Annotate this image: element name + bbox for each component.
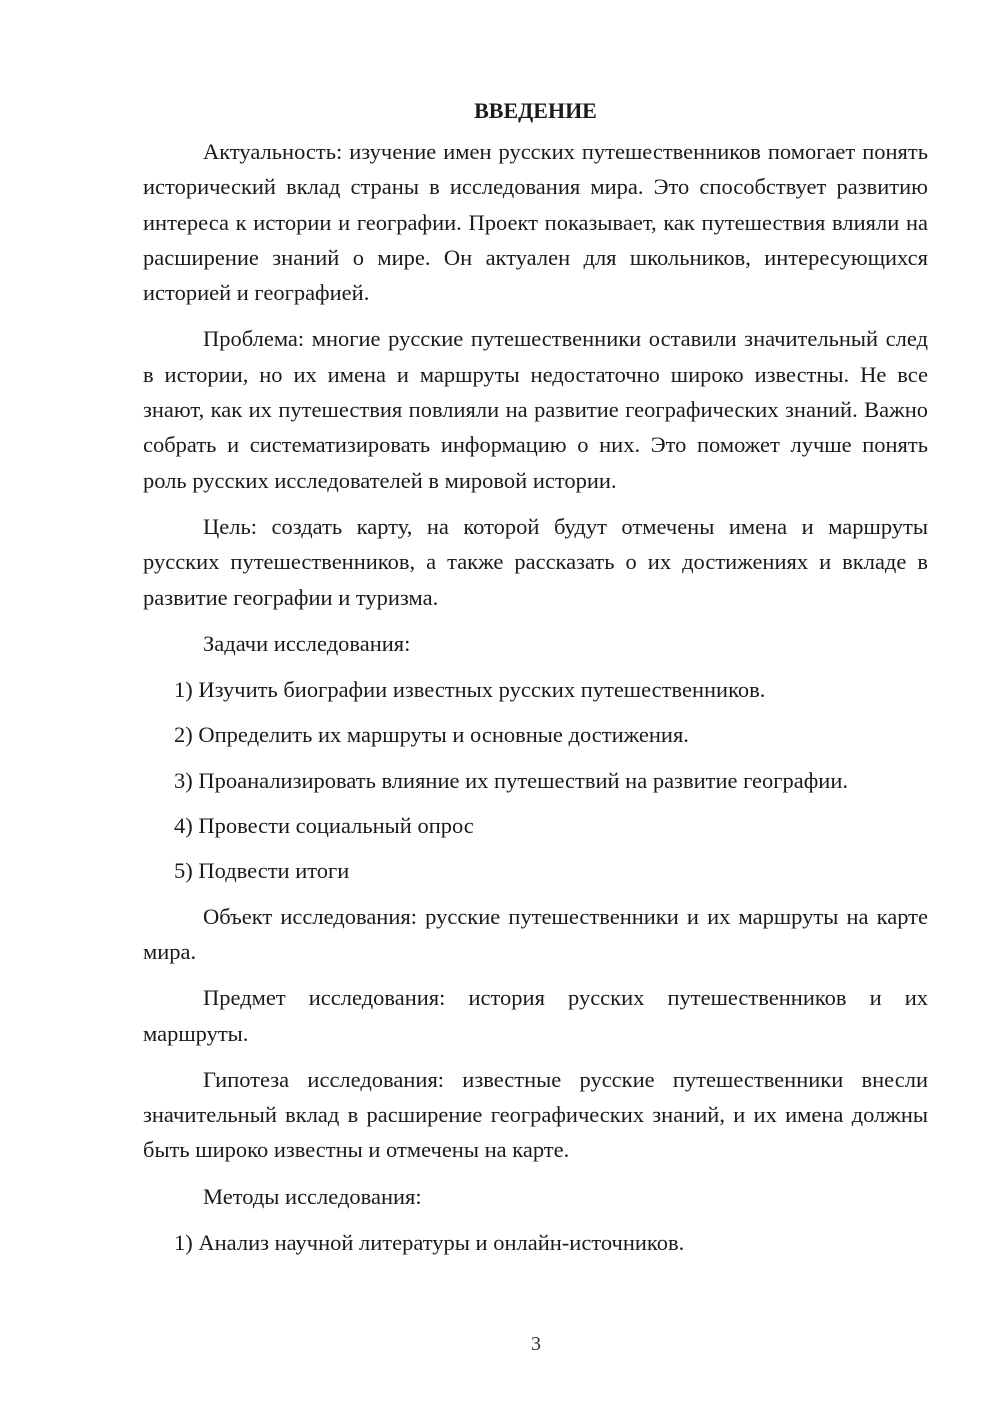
object-paragraph: Объект исследования: русские путешественники и их маршруты на карте мира. [143, 903, 928, 964]
hypothesis-paragraph: Гипотеза исследования: известные русские путешественники внесли значительный вклад в расширение географических знаний, и их имена должны быть широко известны и отмечены на карте. [143, 1066, 928, 1163]
task-item: 4) Провести социальный опрос [174, 813, 474, 839]
subject-paragraph: Предмет исследования: история русских путешественников и их маршруты. [143, 985, 928, 1046]
task-item: 1) Изучить биографии известных русских путешественников. [174, 677, 766, 703]
task-item: 3) Проанализировать влияние их путешествий на развитие географии. [174, 767, 849, 793]
goal-paragraph: Цель: создать карту, на которой будут отмечены имена и маршруты русских путешественников, а также рассказать о их достижениях и вкладе в развитие географии и туризма. [143, 513, 928, 610]
methods-heading: Методы исследования: [203, 1183, 422, 1209]
task-item: 2) Определить их маршруты и основные достижения. [174, 722, 689, 748]
relevance-paragraph: Актуальность: изучение имен русских путешественников помогает понять исторический вклад страны в исследования мира. Это способствует развитию интереса к истории и географии. Проект показывает, как путешествия влияли на расширение знаний о мире. Он актуален для школьников, интересующихся историей и географией. [143, 139, 928, 306]
problem-paragraph: Проблема: многие русские путешественники оставили значительный след в истории, но их имена и маршруты недостаточно широко известны. Не все знают, как их путешествия повлияли на развитие географических знаний. Важно собрать и систематизировать информацию о них. Это поможет лучше понять роль русских исследователей в мировой истории. [143, 326, 928, 493]
method-item: 1) Анализ научной литературы и онлайн-источников. [174, 1230, 685, 1256]
page-number: 3 [531, 1333, 541, 1355]
task-item: 5) Подвести итоги [174, 858, 350, 884]
tasks-heading: Задачи исследования: [203, 630, 411, 656]
section-title: ВВЕДЕНИЕ [474, 98, 597, 123]
page-content [143, 96, 928, 1270]
